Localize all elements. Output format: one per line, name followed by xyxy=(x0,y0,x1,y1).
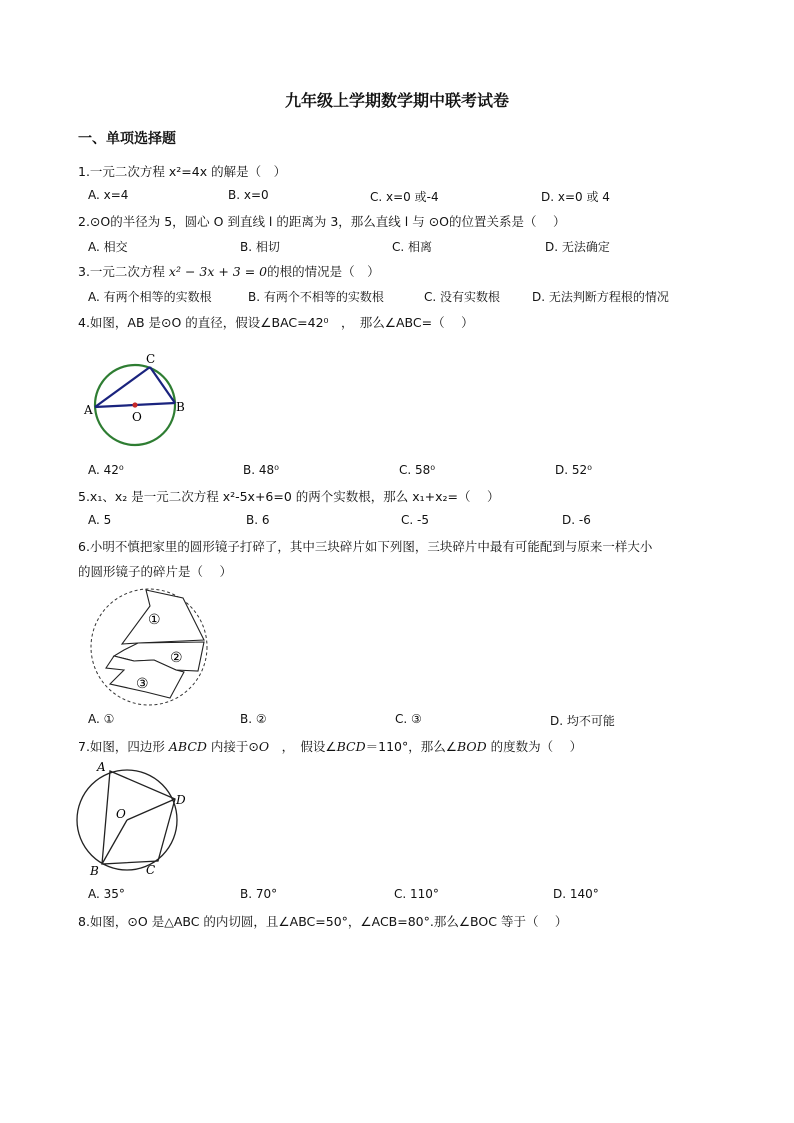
q5-option-a: A. 5 xyxy=(88,513,112,527)
q7-option-c: C. 110° xyxy=(394,887,439,901)
q4-label-c: C xyxy=(146,352,156,366)
q7-label-a: A xyxy=(97,760,106,774)
q6-option-b: B. ② xyxy=(240,712,267,726)
q2-option-c: C. 相离 xyxy=(392,240,433,254)
q4-label-a: A xyxy=(84,403,93,417)
q7-stem-part2: 内接于⊙ xyxy=(206,739,259,754)
question-3-stem xyxy=(78,262,380,280)
q7-stem-part1: 7.如图，四边形 xyxy=(78,739,169,754)
page-title: 九年级上学期数学期中联考试卷 xyxy=(284,91,509,110)
q6-option-a: A. ① xyxy=(88,712,115,726)
q1-option-a: A. x=4 xyxy=(88,188,129,202)
q4-label-b: B xyxy=(176,400,185,414)
q7-label-o: O xyxy=(116,807,126,821)
q3-option-a: A. 有两个相等的实数根 xyxy=(88,290,212,304)
q3-option-d: D. 无法判断方程根的情况 xyxy=(532,290,669,304)
question-4-stem: 4.如图，AB 是⊙O 的直径，假设∠BAC=42⁰ ， 那么∠ABC=（ ） xyxy=(78,315,474,330)
q7-option-d: D. 140° xyxy=(553,887,599,901)
q7-label-c: C xyxy=(146,863,156,877)
q7-quad-name: ABCD xyxy=(168,739,207,754)
q4-option-c: C. 58⁰ xyxy=(399,463,436,477)
section-heading: 一、单项选择题 xyxy=(78,131,176,147)
q6-option-c: C. ③ xyxy=(395,712,422,726)
question-5-stem: 5.x₁、x₂ 是一元二次方程 x²-5x+6=0 的两个实数根，那么 x₁+x₂=（ ） xyxy=(78,489,500,504)
q7-quadrilateral-abcd xyxy=(102,771,175,864)
question-1-stem: 1.一元二次方程 x²=4x 的解是（ ） xyxy=(78,164,287,179)
q2-option-a: A. 相交 xyxy=(88,240,128,254)
q6-mirror-figure xyxy=(88,586,213,708)
q5-option-b: B. 6 xyxy=(246,513,270,527)
q4-center-point xyxy=(132,402,137,407)
q4-chord-ac xyxy=(95,367,150,407)
q3-stem-prefix: 3.一元二次方程 xyxy=(78,264,169,279)
q7-segment-od xyxy=(127,799,175,820)
q6-label-2: ② xyxy=(170,650,183,666)
q1-option-d: D. x=0 或 4 xyxy=(541,190,610,204)
q1-option-b: B. x=0 xyxy=(228,188,269,202)
q6-fragment-1 xyxy=(122,590,204,644)
q6-label-1: ① xyxy=(148,612,161,628)
question-6-stem-line2: 的圆形镜子的碎片是（ ） xyxy=(78,564,232,579)
q4-chord-bc xyxy=(150,367,175,403)
q7-circle-name: O xyxy=(258,739,270,754)
q2-option-b: B. 相切 xyxy=(240,240,280,254)
q4-option-b: B. 48⁰ xyxy=(243,463,279,477)
question-8-stem: 8.如图，⊙O 是△ABC 的内切圆，且∠ABC=50°，∠ACB=80°.那么∠BOC 等于（ ） xyxy=(78,914,568,929)
question-2-stem: 2.⊙O的半径为 5，圆心 O 到直线 l 的距离为 3，那么直线 l 与 ⊙O的位置关系是（ ） xyxy=(78,214,566,229)
question-6-stem-line1: 6.小明不慎把家里的圆形镜子打碎了，其中三块碎片如下列图，三块碎片中最有可能配到与原来一样大小 xyxy=(78,539,653,554)
q7-quadrilateral-figure xyxy=(70,758,195,878)
q4-circle-figure xyxy=(80,348,190,448)
q4-label-o: O xyxy=(132,410,142,424)
q3-option-b: B. 有两个不相等的实数根 xyxy=(248,290,384,304)
q6-label-3: ③ xyxy=(136,676,149,692)
q7-stem-part5: 的度数为（ ） xyxy=(486,739,583,754)
q7-angle-bod: BOD xyxy=(456,739,487,754)
q7-label-b: B xyxy=(90,864,99,878)
q3-equation: x² − 3x + 3 = 0 xyxy=(168,264,268,279)
q4-option-d: D. 52⁰ xyxy=(555,463,592,477)
q5-option-d: D. -6 xyxy=(562,513,591,527)
q7-stem-part3: ， 假设∠ xyxy=(269,739,337,754)
q7-option-b: B. 70° xyxy=(240,887,278,901)
q7-label-d: D xyxy=(176,793,186,807)
q2-option-d: D. 无法确定 xyxy=(545,240,610,254)
q7-stem-part4: ＝110°，那么∠ xyxy=(365,739,457,754)
q3-option-c: C. 没有实数根 xyxy=(424,290,501,304)
q4-option-a: A. 42⁰ xyxy=(88,463,124,477)
question-7-stem xyxy=(78,737,582,755)
q7-option-a: A. 35° xyxy=(88,887,125,901)
q1-option-c: C. x=0 或-4 xyxy=(370,190,439,204)
q5-option-c: C. -5 xyxy=(401,513,429,527)
q3-stem-suffix: 的根的情况是（ ） xyxy=(267,264,380,279)
q6-option-d: D. 均不可能 xyxy=(550,714,615,728)
q7-angle-bcd: BCD xyxy=(336,739,366,754)
